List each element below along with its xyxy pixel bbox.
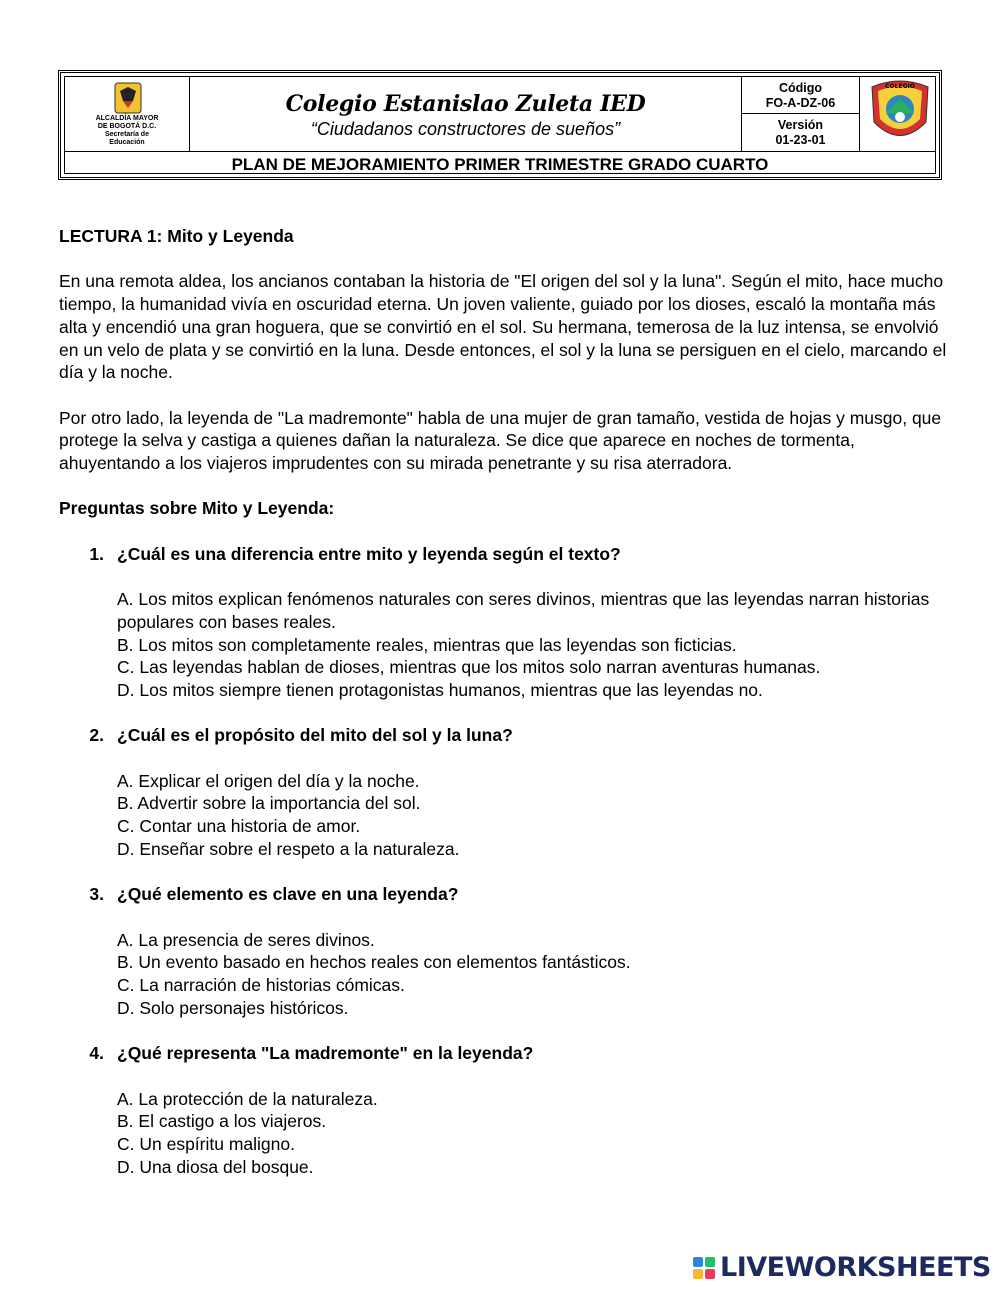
logo-caption-line: DE BOGOTÁ D.C. xyxy=(97,123,157,130)
liveworksheets-logo[interactable] xyxy=(692,1252,991,1285)
liveworksheets-brand: LIVEWORKSHEETS xyxy=(720,1252,991,1283)
question-number: 4. xyxy=(89,1043,104,1064)
question-number: 2. xyxy=(89,725,104,746)
school-name: Colegio Estanislao Zuleta IED xyxy=(285,91,646,117)
answer-option[interactable]: B. Un evento basado en hechos reales con elementos fantásticos. xyxy=(117,952,631,973)
code-cell xyxy=(742,77,860,151)
answer-option[interactable]: A. Los mitos explican fenómenos naturales con seres divinos, mientras que las leyendas narran historias populares con bases reales. xyxy=(117,589,930,632)
question-text: ¿Qué representa "La madremonte" en la leyenda? xyxy=(117,1043,534,1064)
reading-title: LECTURA 1: Mito y Leyenda xyxy=(59,226,294,246)
answer-option[interactable]: B. Advertir sobre la importancia del sol. xyxy=(117,793,421,814)
reading-paragraph: En una remota aldea, los ancianos contaban la historia de "El origen del sol y la luna". Según el mito, hace mucho tiempo, la humanidad vivía en oscuridad eterna. Un joven valiente, guiado por los dioses, escaló la montaña más alta y encendió una gran hoguera, que se convirtió en el sol. Su hermana, temerosa de la luz intensa, se envolvió en un velo de plata y se convirtió en la luna. Desde entonces, el sol y la luna se persiguen en el cielo, marcando el día y la noche. xyxy=(59,271,947,383)
title-cell xyxy=(190,77,742,151)
question-block xyxy=(59,543,949,702)
school-logo xyxy=(860,77,940,151)
answer-option[interactable]: C. Las leyendas hablan de dioses, mientras que los mitos solo narran aventuras humanas. xyxy=(117,657,821,678)
answer-option[interactable]: C. Contar una historia de amor. xyxy=(117,816,361,837)
code-label: Código xyxy=(778,81,823,95)
answer-option[interactable]: C. Un espíritu maligno. xyxy=(117,1133,295,1154)
answer-option[interactable]: A. La protección de la naturaleza. xyxy=(117,1088,378,1109)
logo-caption-line: Secretaría de xyxy=(105,131,149,138)
plan-title: PLAN DE MEJORAMIENTO PRIMER TRIMESTRE GRADO CUARTO xyxy=(65,151,935,178)
question-block xyxy=(59,724,949,860)
answer-option[interactable]: B. Los mitos son completamente reales, mientras que las leyendas son ficticias. xyxy=(117,634,737,655)
answer-option[interactable]: C. La narración de historias cómicas. xyxy=(117,975,405,996)
question-number: 1. xyxy=(89,543,104,564)
answer-option[interactable]: B. El castigo a los viajeros. xyxy=(117,1111,327,1132)
question-block xyxy=(59,883,949,1019)
answer-option[interactable]: D. Enseñar sobre el respeto a la naturaleza. xyxy=(117,838,460,859)
document-header xyxy=(58,70,942,180)
questions-title: Preguntas sobre Mito y Leyenda: xyxy=(59,498,335,519)
answer-option[interactable]: A. Explicar el origen del día y la noche. xyxy=(117,770,420,791)
answer-option[interactable]: D. Solo personajes históricos. xyxy=(117,997,349,1018)
question-text: ¿Cuál es el propósito del mito del sol y la luna? xyxy=(117,725,513,746)
liveworksheets-icon xyxy=(692,1256,718,1286)
school-shield-icon xyxy=(860,77,940,151)
question-text: ¿Qué elemento es clave en una leyenda? xyxy=(117,884,459,905)
logo-caption-line: ALCALDÍA MAYOR xyxy=(95,115,159,122)
question-block xyxy=(59,1042,949,1178)
document-body xyxy=(59,225,949,1178)
version-label: Versión xyxy=(777,118,824,132)
school-motto: “Ciudadanos constructores de sueños” xyxy=(310,119,621,139)
school-logo-caption: COLEGIO xyxy=(885,83,915,90)
logo-caption-line: Educación xyxy=(109,139,145,146)
reading-paragraph: Por otro lado, la leyenda de "La madremonte" habla de una mujer de gran tamaño, vestida de hojas y musgo, que protege la selva y castiga a quienes dañan la naturaleza. Se dice que aparece en noches de tormenta, ahuyentando a los viajeros imprudentes con su mirada penetrante y su risa aterradora. xyxy=(59,407,942,473)
bogota-logo xyxy=(65,77,190,151)
question-number: 3. xyxy=(89,884,104,905)
answer-option[interactable]: D. Los mitos siempre tienen protagonistas humanos, mientras que las leyendas no. xyxy=(117,679,763,700)
code-value: FO-A-DZ-06 xyxy=(765,96,836,110)
answer-option[interactable]: A. La presencia de seres divinos. xyxy=(117,929,375,950)
question-text: ¿Cuál es una diferencia entre mito y leyenda según el texto? xyxy=(117,543,621,564)
version-value: 01-23-01 xyxy=(775,133,826,147)
answer-option[interactable]: D. Una diosa del bosque. xyxy=(117,1156,314,1177)
